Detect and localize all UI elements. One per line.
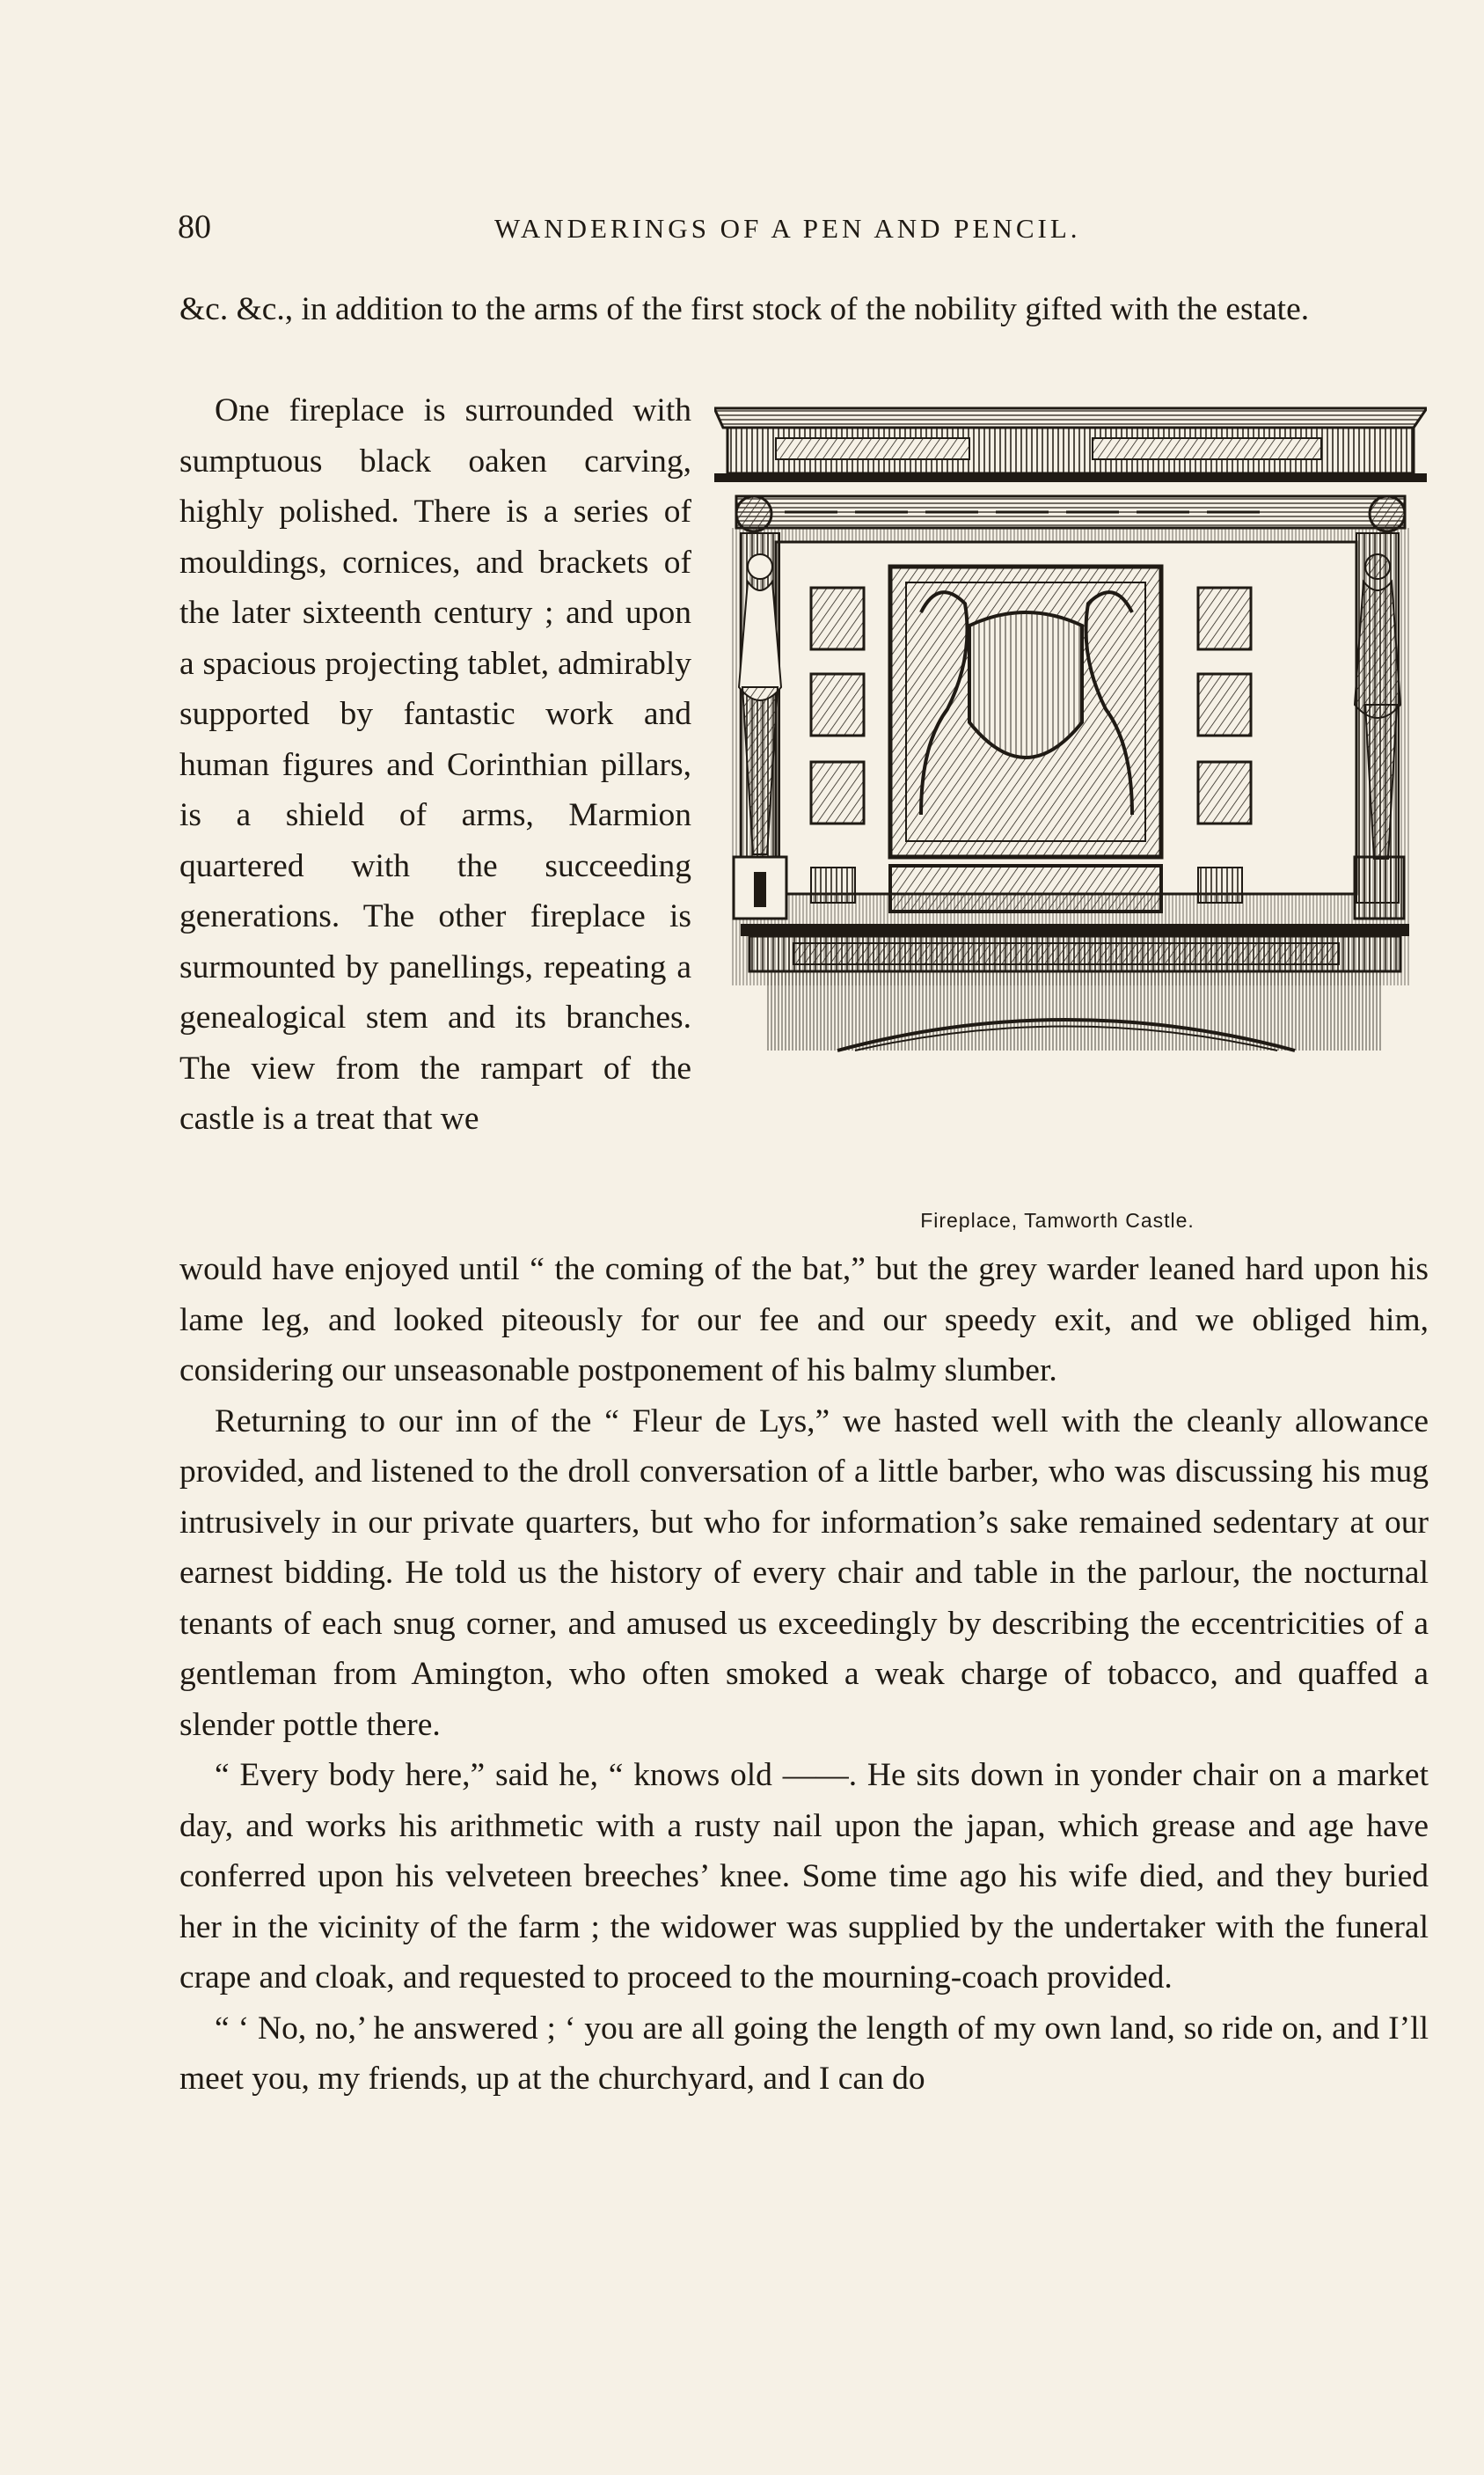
fireplace-engraving (714, 392, 1427, 1193)
fireplace-illustration (714, 392, 1427, 1237)
page-header (178, 208, 1427, 260)
paragraph-2-continued: would have enjoyed until “ the coming of the bat,” but the grey warder leaned hard upon his lame leg, and looked piteously for our fee and our speedy exit, and we obliged him, considering our unseasonable postponement of his balmy slumber. (179, 1251, 1429, 1388)
text-block-narrow (179, 385, 691, 1145)
paragraph-1: &c. &c., in addition to the arms of the first stock of the nobility gifted with the estate. (179, 291, 1310, 327)
running-title: WANDERINGS OF A PEN AND PENCIL. (494, 213, 1081, 244)
page-number: 80 (178, 209, 211, 245)
paragraph-3: Returning to our inn of the “ Fleur de Lys,” we hasted well with the cleanly allowance provided, and listened to the droll conversation of a little barber, who was discussing his mug intrusively in our private quarters, but who for information’s sake remained sedentary at our earnest bidding. He told us the history of every chair and table in the parlour, the nocturnal tenants of each snug corner, and amused us exceedingly by describing the eccentricities of a gentleman from Amington, who often smoked a weak charge of tobacco, and quaffed a slender pottle there. (179, 1402, 1429, 1743)
text-block-top (179, 284, 1429, 335)
text-block-bottom (179, 1244, 1429, 2105)
paragraph-2-narrow: One fireplace is surrounded with sumptuous black oaken carving, highly polished. There is a series of mouldings, cornices, and brackets of the later sixteenth century ; and upon a spacious projecting tablet, admirably supported by fantastic work and human figures and Corinthian pillars, is a shield of arms, Marmion quartered with the succeeding generations. The other fireplace is surmounted by panellings, repeating a genealogical stem and its branches. The view from the rampart of the castle is a treat that we (179, 392, 691, 1137)
paragraph-5: “ ‘ No, no,’ he answered ; ‘ you are all going the length of my own land, so ride on, and I’ll meet you, my friends, up at the churchyard, and I can do (179, 2010, 1429, 2097)
paragraph-4: “ Every body here,” said he, “ knows old ——. He sits down in yonder chair on a market day, and works his arithmetic with a rusty nail upon the japan, which grease and age have conferred upon his velveteen breeches’ knee. Some time ago his wife died, and they buried her in the vicinity of the farm ; the widower was supplied by the undertaker with the funeral crape and cloak, and requested to proceed to the mourning-coach provided. (179, 1757, 1429, 1995)
figure-caption: Fireplace, Tamworth Castle. (920, 1209, 1195, 1232)
